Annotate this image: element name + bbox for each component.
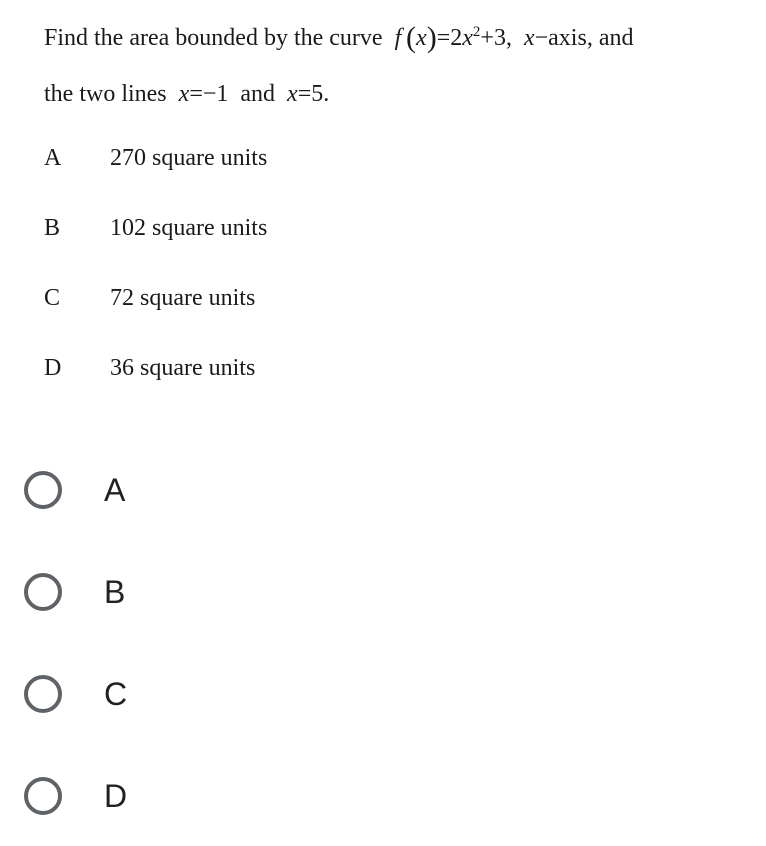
- option-letter: B: [44, 215, 61, 241]
- radio-button-d[interactable]: [24, 777, 62, 815]
- function-name: f: [394, 25, 402, 51]
- coefficient: 2: [450, 25, 463, 51]
- function-arg: x: [416, 25, 427, 51]
- and-text: and: [240, 81, 276, 107]
- choice-c[interactable]: [24, 644, 127, 744]
- option-a: [44, 138, 267, 208]
- option-letter: C: [44, 285, 61, 311]
- function-expression: f $(x)=2x^2+3$, x−axis: [394, 21, 587, 54]
- option-b: [44, 208, 267, 278]
- option-text: 36 square units: [110, 355, 256, 381]
- choice-d[interactable]: [24, 746, 127, 846]
- option-text: 270 square units: [110, 145, 268, 171]
- line-2-value: =5.: [297, 81, 330, 107]
- axis-text: −axis: [534, 25, 587, 51]
- choice-label-c[interactable]: C: [104, 675, 128, 712]
- variable: x: [462, 25, 473, 51]
- question-line-2: [44, 70, 756, 126]
- question-line-1: [44, 14, 756, 70]
- radio-button-a[interactable]: [24, 471, 62, 509]
- option-letter: A: [44, 145, 62, 171]
- choice-a[interactable]: [24, 440, 127, 540]
- answer-options-list: [44, 138, 267, 418]
- exponent: 2: [472, 24, 481, 40]
- choice-b[interactable]: [24, 542, 127, 642]
- question-text: [44, 14, 756, 126]
- option-c: [44, 278, 267, 348]
- choice-label-a[interactable]: A: [104, 471, 126, 508]
- radio-button-b[interactable]: [24, 573, 62, 611]
- option-text: 72 square units: [110, 285, 256, 311]
- line-2-variable: x: [287, 81, 298, 107]
- question-line1-end: , and: [586, 25, 634, 51]
- choice-label-b[interactable]: B: [104, 573, 126, 610]
- question-intro: Find the area bounded by the curve: [44, 25, 383, 51]
- radio-button-c[interactable]: [24, 675, 62, 713]
- equals-sign: =: [436, 25, 451, 51]
- choice-label-d[interactable]: D: [104, 777, 128, 814]
- lines-text: the two lines: [44, 81, 167, 107]
- axis-variable: x: [523, 25, 535, 51]
- line-1-variable: x: [178, 81, 190, 107]
- option-letter: D: [44, 355, 62, 381]
- option-d: [44, 348, 267, 418]
- constant-term: +3,: [480, 25, 512, 51]
- radio-choice-group: [24, 440, 127, 846]
- line-1-value: =−1: [189, 81, 229, 107]
- option-text: 102 square units: [110, 215, 268, 241]
